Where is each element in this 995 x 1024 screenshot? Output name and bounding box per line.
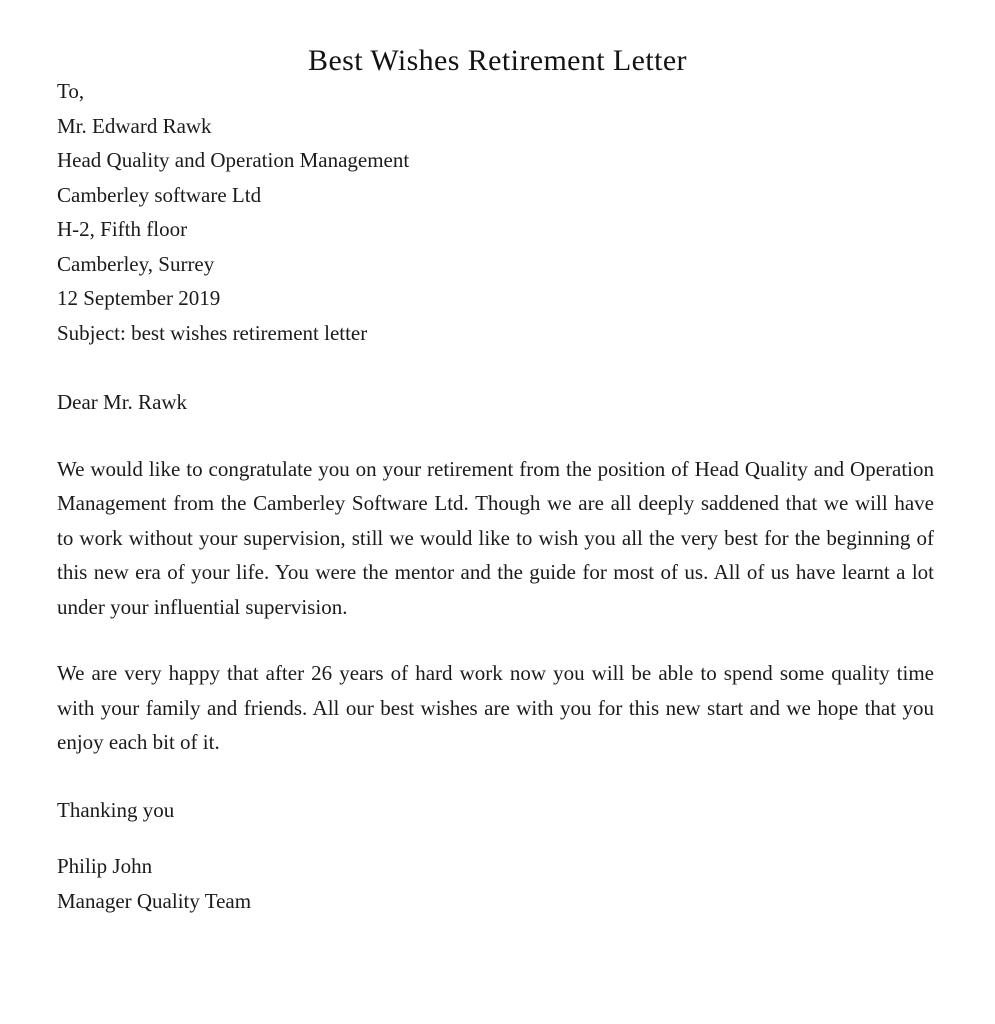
signature-name: Philip John bbox=[57, 854, 153, 878]
body-paragraph-1: We would like to congratulate you on your retirement from the position of Head Quality and Operation Management from the Camberley Software Ltd. Though we are all deeply saddened that we will have to work without your supervision, still we would like to wish you all the very best for the beginning of this new era of your life. You were the mentor and the guide for most of us. All of us have learnt a lot under your influential supervision. bbox=[57, 456, 934, 619]
address-recipient-name: Mr. Edward Rawk bbox=[57, 113, 212, 138]
address-recipient-designation: Head Quality and Operation Management bbox=[57, 148, 410, 172]
signature-designation: Manager Quality Team bbox=[57, 888, 252, 913]
address-company: Camberley software Ltd bbox=[57, 182, 262, 207]
recipient-address-block bbox=[57, 74, 934, 350]
letter-date: 12 September 2019 bbox=[57, 286, 221, 310]
letter-closing: Thanking you bbox=[57, 797, 175, 822]
body-paragraph-2: We are very happy that after 26 years of hard work now you will be able to spend some quality time with your family and friends. All our best wishes are with you for this new start and we hope that you enjoy each bit of it. bbox=[57, 661, 934, 754]
page-title: Best Wishes Retirement Letter bbox=[308, 44, 687, 78]
address-street: H-2, Fifth floor bbox=[57, 217, 188, 241]
letter-subject: Subject: best wishes retirement letter bbox=[57, 320, 368, 345]
address-city-region: Camberley, Surrey bbox=[57, 251, 215, 276]
address-to-label: To, bbox=[57, 79, 85, 103]
letter-salutation: Dear Mr. Rawk bbox=[57, 390, 188, 414]
signature-block bbox=[57, 849, 934, 918]
letter-content bbox=[57, 74, 934, 918]
